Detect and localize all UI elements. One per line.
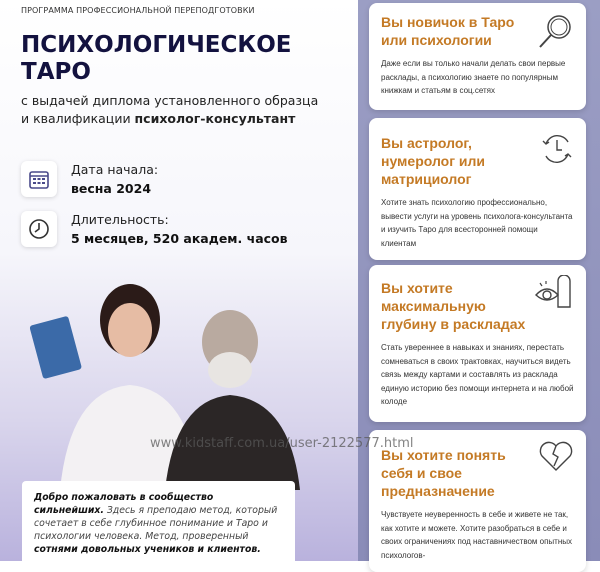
teacher-photo [0, 260, 360, 490]
quote-text: Здесь я преподаю метод, который сочетает в себе глубинное понимание и Таро и психологии человека. Метод, проверенный [34, 505, 278, 542]
clock-cycle-icon [540, 132, 574, 166]
desc-text: с выдачей диплома установленного образца и квалификации [21, 93, 319, 126]
audience-card-self [369, 430, 586, 572]
audience-card-beginner [369, 3, 586, 110]
watermark: www.kidstaff.com.ua/user-2122577.html [150, 436, 414, 451]
magnifier-icon [536, 13, 574, 51]
title-line-2: ТАРО [21, 59, 91, 85]
quote-intro: Добро пожаловать в сообщество сильнейших. [34, 492, 214, 516]
card-title: Вы астролог, нумеролог или матрициолог [381, 135, 486, 187]
card-title: Вы хотите максимальную глубину в раскладах [381, 280, 526, 332]
audience-card-astrologer [369, 118, 586, 260]
desc-qualification: психолог-консультант [134, 111, 296, 126]
card-body: Даже если вы только начали делать свои первые расклады, а психологию знаете по популярным книжкам и статьям в соц.сетях [381, 59, 566, 95]
card-title: Вы новичок в Таро или психологии [381, 14, 515, 48]
duration-value: 5 месяцев, 520 академ. часов [71, 231, 288, 246]
audience-card-depth [369, 265, 586, 422]
start-date-value: весна 2024 [71, 181, 152, 196]
calendar-icon [21, 161, 57, 197]
start-date-info [21, 160, 158, 198]
duration-info [21, 210, 288, 248]
page-title [21, 32, 291, 86]
start-date-label: Дата начала: [71, 162, 159, 177]
card-title: Вы хотите понять себя и свое предназначение [381, 447, 506, 499]
card-body: Стать увереннее в навыках и знаниях, перестать сомневаться в своих трактовках, научиться видеть связь между картами и составлять из расклада единую историю без помощи интернета и на любой колоде [381, 343, 574, 406]
welcome-quote [22, 481, 295, 571]
clock-icon [21, 211, 57, 247]
card-body: Хотите знать психологию профессионально, вывести услуги на уровень психолога-консультанта и изучить Таро для всесторонней помощи клиентам [381, 198, 573, 248]
card-body: Чувствуете неуверенность в себе и живете не так, как хотите и можете. Хотите разобраться в себе и своих ограничениях под наставничеством опытных психологов- [381, 510, 573, 560]
program-description [21, 92, 321, 128]
broken-heart-icon [538, 440, 574, 472]
program-subtitle: ПРОГРАММА ПРОФЕССИОНАЛЬНОЙ ПЕРЕПОДГОТОВКИ [21, 6, 255, 15]
title-line-1: ПСИХОЛОГИЧЕСКОЕ [21, 32, 292, 58]
duration-label: Длительность: [71, 212, 169, 227]
eye-door-icon [532, 275, 574, 309]
quote-end: сотнями довольных учеников и клиентов. [34, 544, 261, 555]
